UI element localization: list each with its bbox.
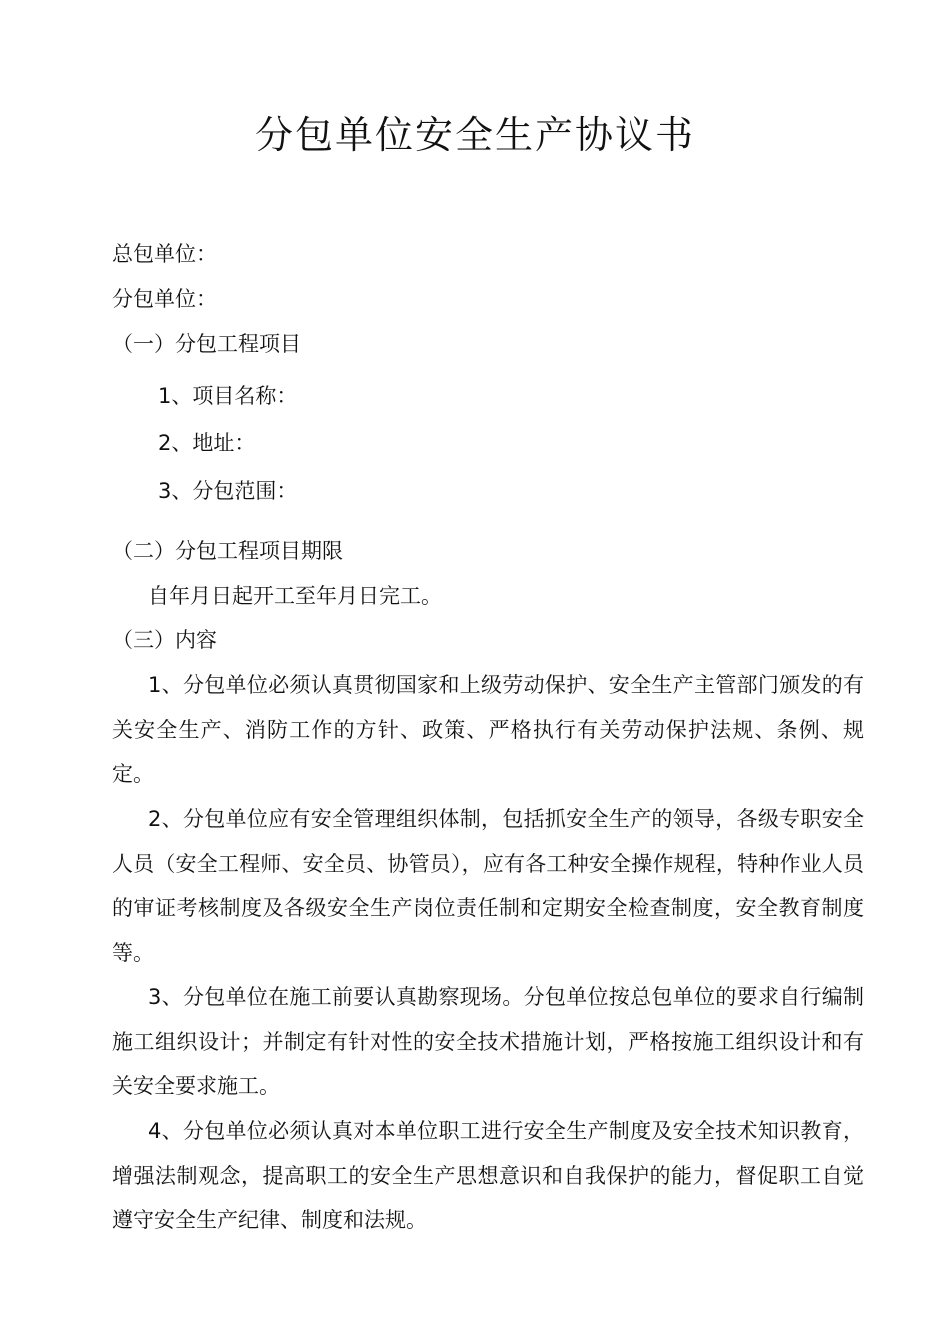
document-title: 分包单位安全生产协议书 [254,113,695,157]
section-1-item-address: 2、地址： [158,431,256,455]
general-contractor-label: 总包单位： [112,242,217,266]
subcontractor-label: 分包单位： [112,287,217,311]
section-3-paragraph-3: 3、分包单位在施工前要认真勘察现场。分包单位按总包单位的要求自行编制施工组织设计；并制定有针对性的安全技术措施计划，严格按施工组织设计和有关安全要求施工。 [112,985,864,1098]
section-2-text: 自年月日起开工至年月日完工。 [148,584,442,608]
section-3-paragraph-2: 2、分包单位应有安全管理组织体制，包括抓安全生产的领导，各级专职安全人员（安全工程师、安全员、协管员），应有各工种安全操作规程，特种作业人员的审证考核制度及各级安全生产岗位责任制和定期安全检查制度，安全教育制度等。 [112,807,864,965]
section-3-paragraph-1: 1、分包单位必须认真贯彻国家和上级劳动保护、安全生产主管部门颁发的有关安全生产、消防工作的方针、政策、严格执行有关劳动保护法规、条例、规定。 [112,673,864,786]
section-2-heading: （二）分包工程项目期限 [112,539,343,563]
section-1-item-scope: 3、分包范围： [158,479,298,503]
section-3-heading: （三）内容 [112,628,217,652]
section-1-heading: （一）分包工程项目 [112,332,301,356]
section-3-paragraph-4: 4、分包单位必须认真对本单位职工进行安全生产制度及安全技术知识教育，增强法制观念，提高职工的安全生产思想意识和自我保护的能力，督促职工自觉遵守安全生产纪律、制度和法规。 [112,1119,864,1232]
section-1-item-project-name: 1、项目名称： [158,384,298,408]
